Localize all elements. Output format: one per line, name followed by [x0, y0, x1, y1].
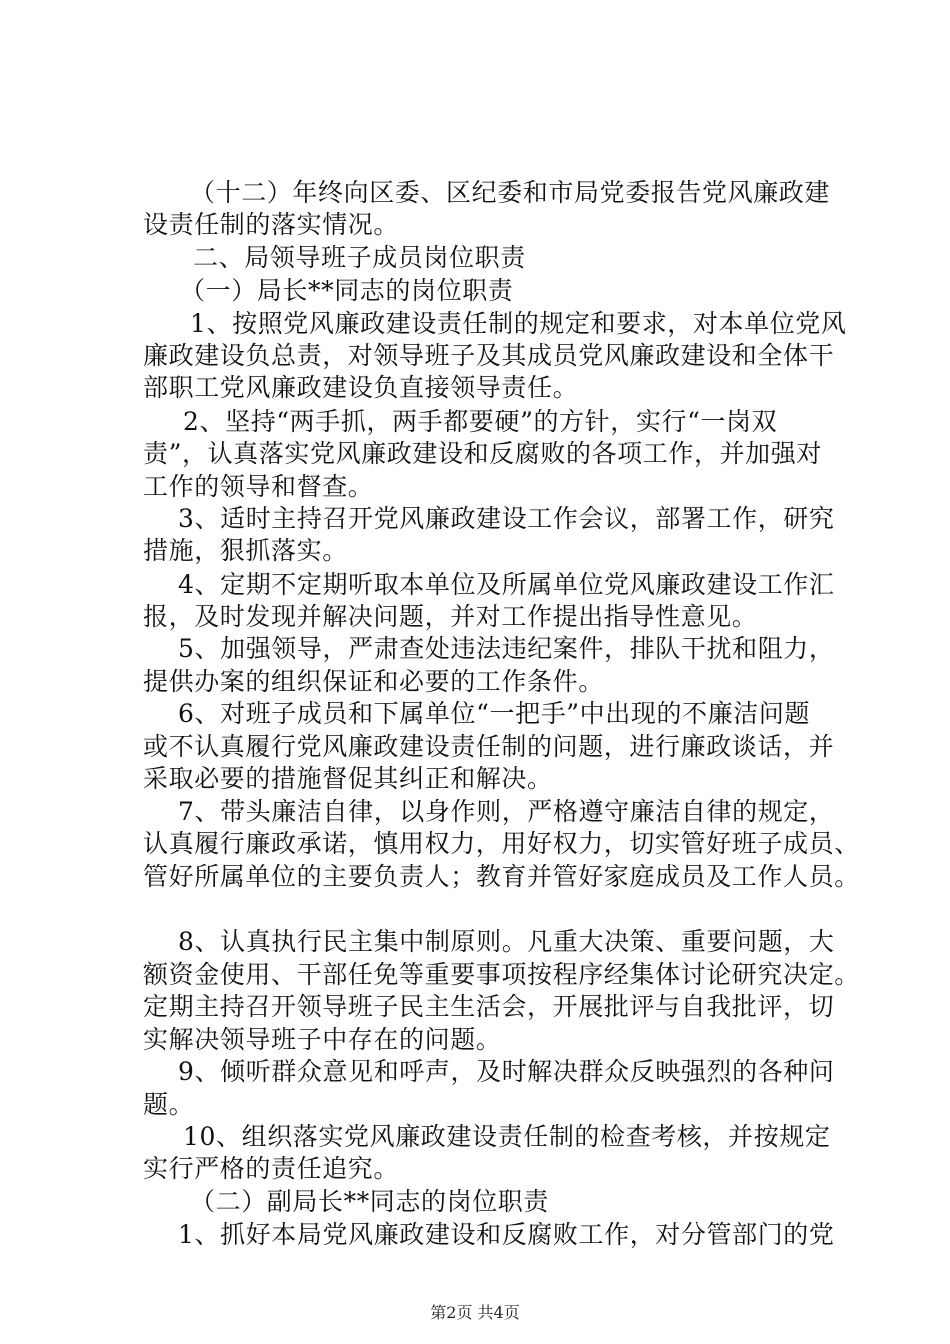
text-line: 9、倾听群众意见和呼声，及时解决群众反映强烈的各种问: [178, 1057, 835, 1086]
subsection-heading: （一）局长**同志的岗位职责: [180, 276, 514, 305]
text-line: 实行严格的责任追究。: [143, 1154, 400, 1183]
text-line: 2、坚持“两手抓，两手都要硬”的方针，实行“一岗双: [183, 407, 778, 436]
text-line: 工作的领导和督查。: [143, 472, 374, 501]
text-line: 1、按照党风廉政建设责任制的规定和要求，对本单位党风: [190, 309, 847, 338]
text-line: 1、抓好本局党风廉政建设和反腐败工作，对分管部门的党: [178, 1220, 835, 1249]
subsection-heading: （二）副局长**同志的岗位职责: [190, 1187, 550, 1216]
text-line: 7、带头廉洁自律，以身作则，严格遵守廉洁自律的规定，: [178, 797, 835, 826]
text-line: 部职工党风廉政建设负直接领导责任。: [143, 373, 579, 402]
text-line: 提供办案的组织保证和必要的工作条件。: [143, 667, 604, 696]
text-line: 管好所属单位的主要负责人；教育并管好家庭成员及工作人员。: [143, 862, 860, 891]
text-line: 采取必要的措施督促其纠正和解决。: [143, 764, 553, 793]
section-heading: 二、局领导班子成员岗位职责: [193, 243, 526, 272]
text-line: 认真履行廉政承诺，慎用权力，用好权力，切实管好班子成员、: [143, 829, 860, 858]
text-line: 廉政建设负总责，对领导班子及其成员党风廉政建设和全体干: [143, 341, 835, 370]
text-line: 报，及时发现并解决问题，并对工作提出指导性意见。: [143, 602, 758, 631]
text-line: 责”，认真落实党风廉政建设和反腐败的各项工作，并加强对: [143, 439, 822, 468]
text-line: 10、组织落实党风廉政建设责任制的检查考核，并按规定: [183, 1122, 831, 1151]
text-line: （十二）年终向区委、区纪委和市局党委报告党风廉政建: [190, 178, 831, 207]
text-line: 4、定期不定期听取本单位及所属单位党风廉政建设工作汇: [178, 570, 835, 599]
text-line: 额资金使用、干部任免等重要事项按程序经集体讨论研究决定。: [143, 960, 860, 989]
text-line: 实解决领导班子中存在的问题。: [143, 1025, 502, 1054]
text-line: 5、加强领导，严肃查处违法违纪案件，排队干扰和阻力，: [178, 634, 835, 663]
text-line: 设责任制的落实情况。: [143, 210, 400, 239]
text-line: 题。: [143, 1090, 195, 1119]
text-line: 措施，狠抓落实。: [143, 536, 348, 565]
text-line: 3、适时主持召开党风廉政建设工作会议，部署工作，研究: [178, 504, 835, 533]
page-footer: 第2页 共4页: [430, 1303, 520, 1322]
text-line: 8、认真执行民主集中制原则。凡重大决策、重要问题，大: [178, 927, 835, 956]
text-line: 或不认真履行党风廉政建设责任制的问题，进行廉政谈话，并: [143, 732, 835, 761]
text-line: 定期主持召开领导班子民主生活会，开展批评与自我批评，切: [143, 992, 835, 1021]
text-line: 6、对班子成员和下属单位“一把手”中出现的不廉洁问题: [178, 699, 811, 728]
